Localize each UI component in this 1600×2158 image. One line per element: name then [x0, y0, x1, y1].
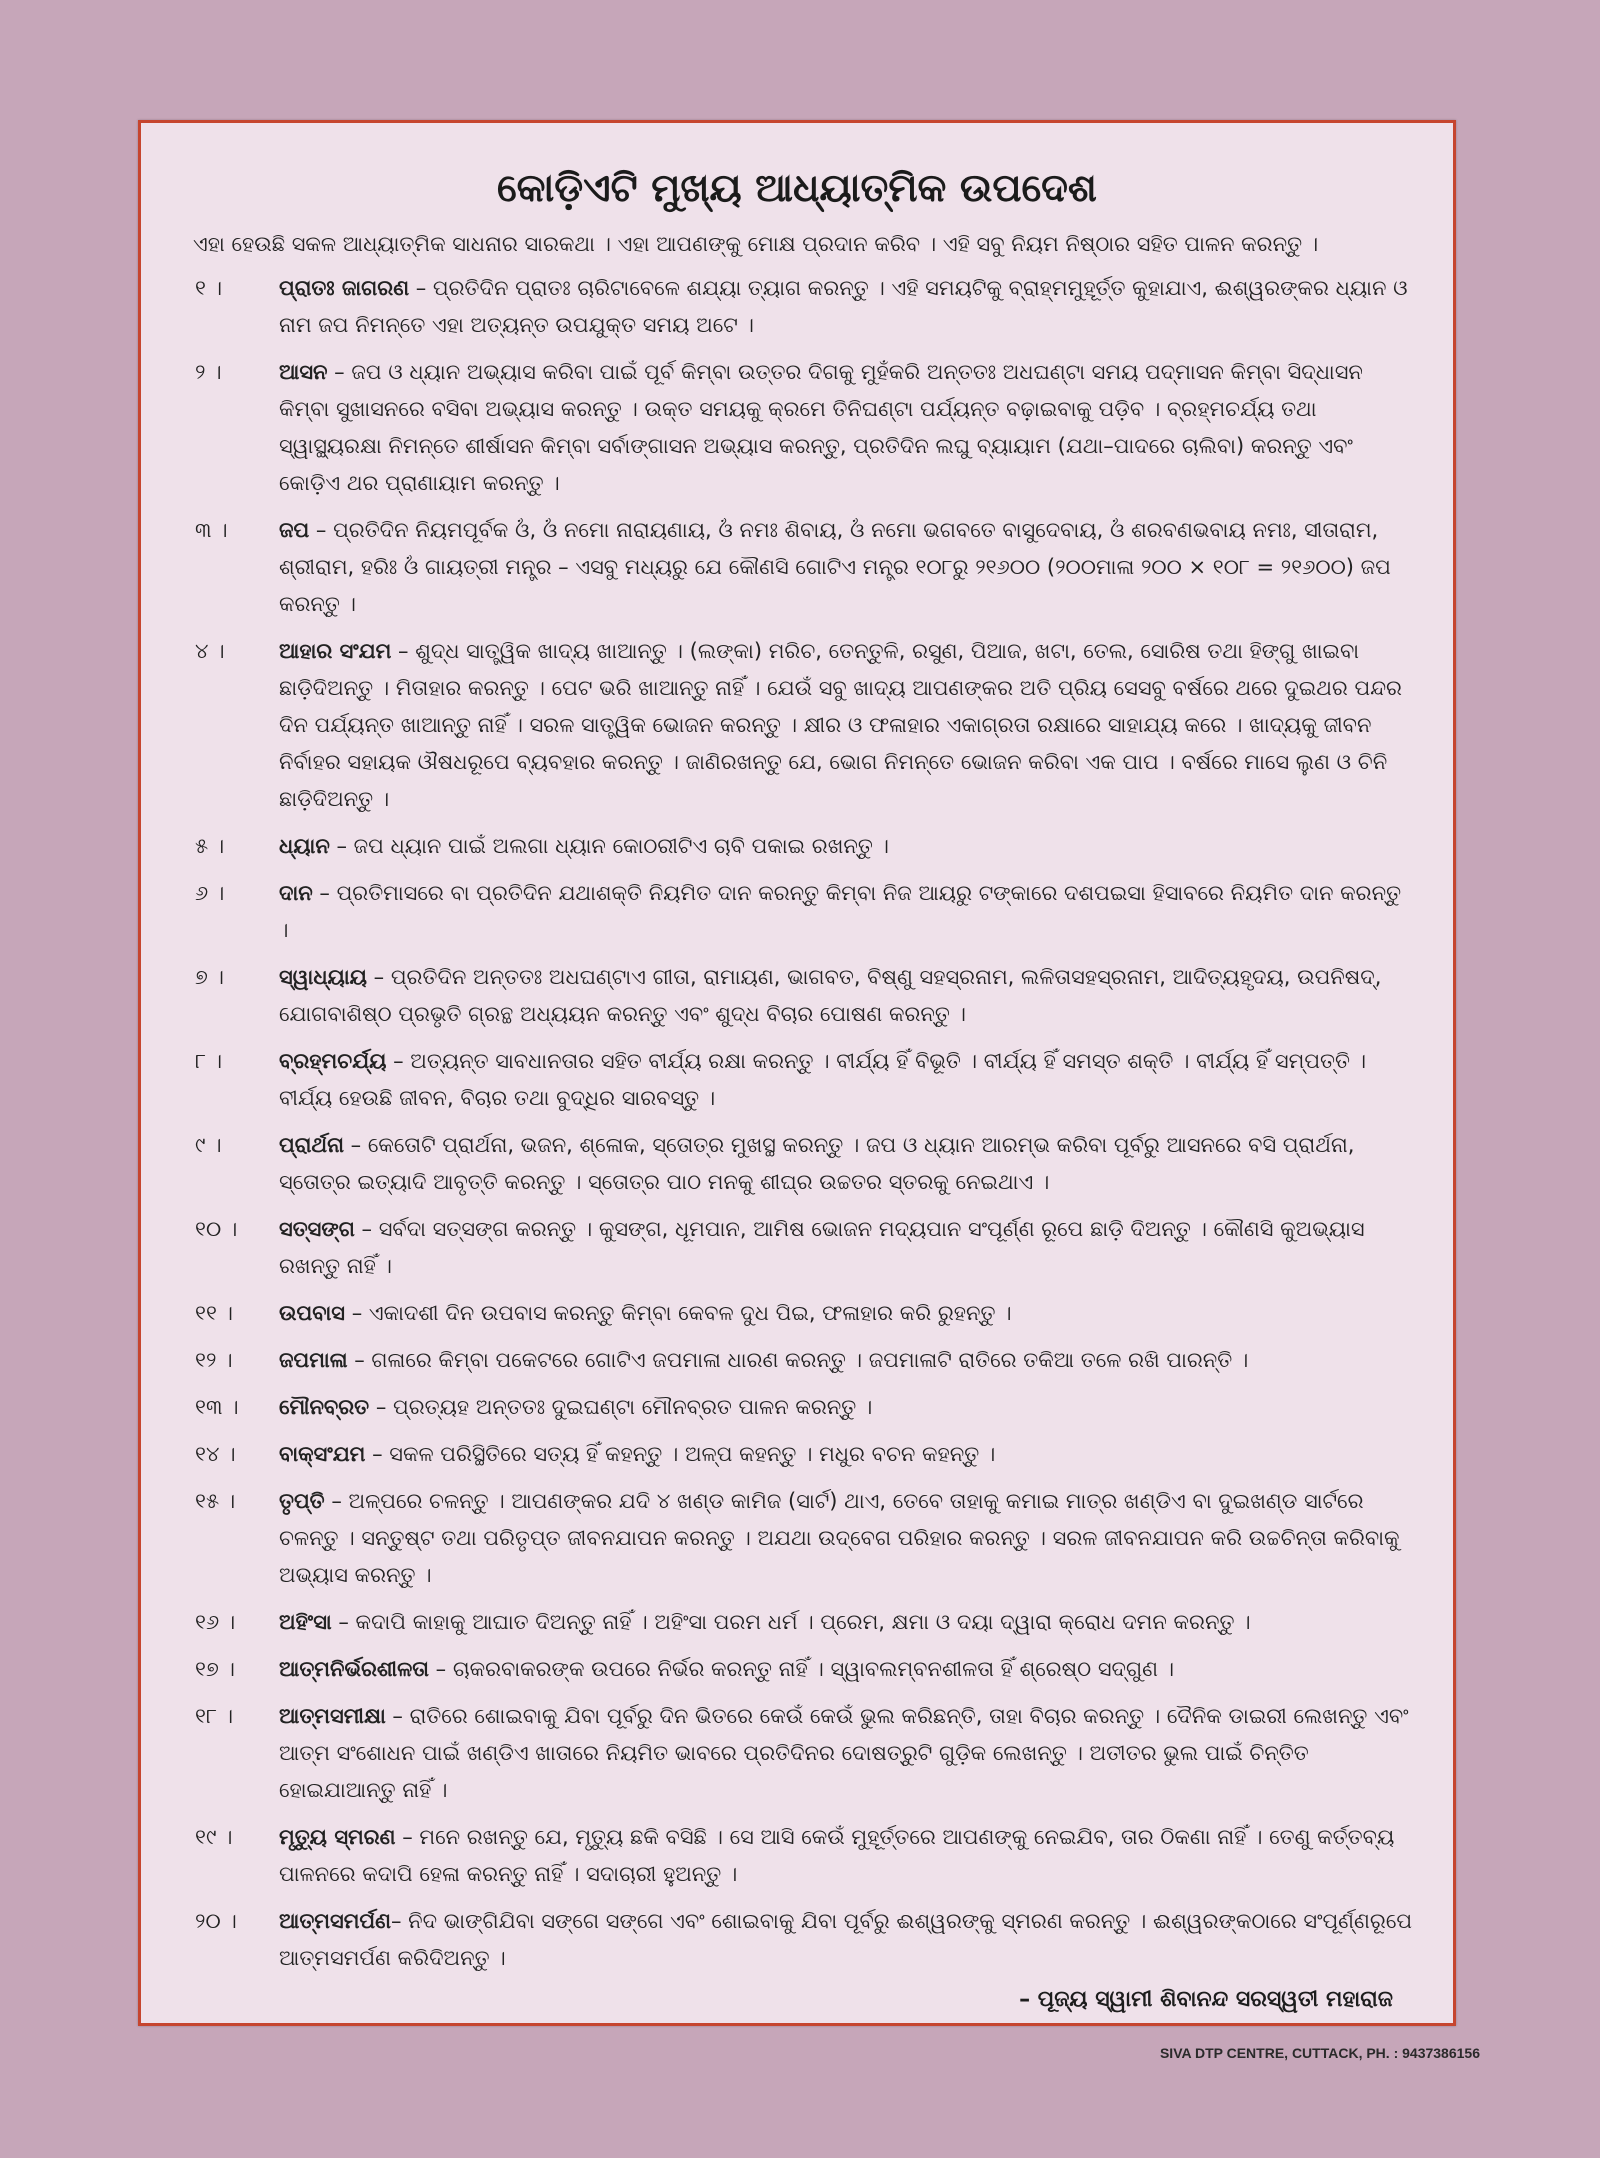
item-number: ୧୩ । — [195, 1395, 239, 1419]
item-number: ୪ । — [195, 639, 225, 663]
item-number: ୫ । — [195, 834, 225, 858]
item-body — [279, 1043, 1417, 1117]
list-item — [171, 1483, 1417, 1594]
item-number: ୧୧ । — [195, 1301, 234, 1325]
list-item — [171, 512, 1417, 623]
item-number: ୧୭ । — [195, 1657, 235, 1681]
item-body — [279, 1483, 1417, 1594]
item-text: – ଏକାଦଶୀ ଦିନ ଉପବାସ କରନ୍ତୁ କିମ୍ବା କେବଳ ଦୁଧ ପିଇ, ଫଳାହାର କରି ରୁହନ୍ତୁ । — [345, 1301, 1012, 1325]
item-heading: ଆତ୍ମସମୀକ୍ଷା — [279, 1704, 386, 1728]
list-item — [171, 1295, 1417, 1332]
item-text: – ନିଦ ଭାଙ୍ଗିଯିବା ସଙ୍ଗେ ସଙ୍ଗେ ଏବଂ ଶୋଇବାକୁ ଯିବା ପୂର୍ବରୁ ଈଶ୍ୱରଙ୍କୁ ସ୍ମରଣ କରନ୍ତୁ । ଈଶ୍ୱରଙ୍କଠାରେ ସଂପୂର୍ଣ୍ଣରୂପେ ଆତ୍ମସମର୍ପଣ କରିଦିଅନ୍ତୁ । — [279, 1909, 1413, 1970]
item-text: – ଜପ ଓ ଧ୍ୟାନ ଅଭ୍ୟାସ କରିବା ପାଇଁ ପୂର୍ବ କିମ୍ବା ଉତ୍ତର ଦିଗକୁ ମୁହଁକରି ଅନ୍ତତଃ ଅଧଘଣ୍ଟା ସମୟ ପଦ୍ମାସନ କିମ୍ବା ସିଦ୍ଧାସନ କିମ୍ବା ସୁଖାସନରେ ବସିବା ଅଭ୍ୟାସ କରନ୍ତୁ । ଉକ୍ତ ସମୟକୁ କ୍ରମେ ତିନିଘଣ୍ଟା ପର୍ଯ୍ୟନ୍ତ ବଢ଼ାଇବାକୁ ପଡ଼ିବ । ବ୍ରହ୍ମଚର୍ଯ୍ୟ ତଥା ସ୍ୱାସ୍ଥ୍ୟରକ୍ଷା ନିମନ୍ତେ ଶୀର୍ଷାସନ କିମ୍ବା ସର୍ବାଙ୍ଗାସନ ଅଭ୍ୟାସ କରନ୍ତୁ, ପ୍ରତିଦିନ ଲଘୁ ବ୍ୟାୟାମ (ଯଥା–ପାଦରେ ଚାଲିବା) କରନ୍ତୁ ଏବଂ କୋଡ଼ିଏ ଥର ପ୍ରାଣାୟାମ କରନ୍ତୁ । — [279, 360, 1363, 495]
item-number: ୯ । — [195, 1133, 222, 1157]
item-number: ୭ । — [195, 965, 224, 989]
item-heading: ବ୍ରହ୍ମଚର୍ଯ୍ୟ — [279, 1049, 387, 1073]
item-text: – ମନେ ରଖନ୍ତୁ ଯେ, ମୃତ୍ୟୁ ଛକି ବସିଛି । ସେ ଆସି କେଉଁ ମୁହୂର୍ତ୍ତରେ ଆପଣଙ୍କୁ ନେଇଯିବ, ତାର ଠିକଣା ନାହିଁ । ତେଣୁ କର୍ତ୍ତବ୍ୟ ପାଳନରେ କଦାପି ହେଳା କରନ୍ତୁ ନାହିଁ । ସଦାଚାରୀ ହୁଅନ୍ତୁ । — [279, 1825, 1395, 1886]
item-heading: ବାକ୍‌ସଂଯମ — [279, 1442, 366, 1466]
item-number: ୧୮ । — [195, 1704, 234, 1728]
item-text: – କଦାପି କାହାକୁ ଆଘାତ ଦିଅନ୍ତୁ ନାହିଁ । ଅହିଂସା ପରମ ଧର୍ମ । ପ୍ରେମ, କ୍ଷମା ଓ ଦୟା ଦ୍ୱାରା କ୍ରୋଧ ଦମନ କରନ୍ତୁ । — [331, 1610, 1251, 1634]
item-text: – ଚାକରବାକରଙ୍କ ଉପରେ ନିର୍ଭର କରନ୍ତୁ ନାହିଁ । ସ୍ୱାବଲମ୍ବନଶୀଳତା ହିଁ ଶ୍ରେଷ୍ଠ ସଦ୍‌ଗୁଣ । — [428, 1657, 1175, 1681]
list-item — [171, 1043, 1417, 1117]
item-heading: ଜପମାଳା — [279, 1348, 348, 1372]
item-heading: ଧ୍ୟାନ — [279, 834, 330, 858]
list-item — [171, 959, 1417, 1033]
item-heading: ଆସନ — [279, 360, 328, 384]
item-number: ୧୪ । — [195, 1442, 236, 1466]
list-item — [171, 354, 1417, 502]
item-body — [279, 1389, 1417, 1426]
item-number: ୨ । — [195, 360, 222, 384]
item-number: ୧୯ । — [195, 1825, 233, 1849]
list-item — [171, 1127, 1417, 1201]
list-item — [171, 1436, 1417, 1473]
list-item — [171, 875, 1417, 949]
item-body — [279, 1211, 1417, 1285]
item-body — [279, 633, 1417, 818]
list-item — [171, 1604, 1417, 1641]
intro-text: ଏହା ହେଉଛି ସକଳ ଆଧ୍ୟାତ୍ମିକ ସାଧନାର ସାରକଥା । ଏହା ଆପଣଙ୍କୁ ମୋକ୍ଷ ପ୍ରଦାନ କରିବ । ଏହି ସବୁ ନିୟମ ନିଷ୍ଠାର ସହିତ ପାଳନ କରନ୍ତୁ । — [193, 232, 1319, 256]
item-body — [279, 1698, 1417, 1809]
item-heading: ଆହାର ସଂଯମ — [279, 639, 392, 663]
item-heading: ସ୍ୱାଧ୍ୟାୟ — [279, 965, 367, 989]
item-heading: ଅହିଂସା — [279, 1610, 332, 1634]
item-number: ୨୦ । — [195, 1909, 237, 1933]
item-text: – ପ୍ରତିମାସରେ ବା ପ୍ରତିଦିନ ଯଥାଶକ୍ତି ନିୟମିତ ଦାନ କରନ୍ତୁ କିମ୍ବା ନିଜ ଆୟରୁ ଟଙ୍କାରେ ଦଶପଇସା ହିସାବରେ ନିୟମିତ ଦାନ କରନ୍ତୁ । — [279, 881, 1402, 942]
item-body — [279, 1604, 1417, 1641]
item-text: – ସକଳ ପରିସ୍ଥିତିରେ ସତ୍ୟ ହିଁ କହନ୍ତୁ । ଅଳ୍ପ କହନ୍ତୁ । ମଧୁର ବଚନ କହନ୍ତୁ । — [365, 1442, 996, 1466]
printer-credit: SIVA DTP CENTRE, CUTTACK, PH. : 9437386156 — [1159, 2045, 1480, 2061]
item-text: – କେତୋଟି ପ୍ରାର୍ଥନା, ଭଜନ, ଶ୍ଳୋକ, ସ୍ତୋତ୍ର ମୁଖସ୍ଥ କରନ୍ତୁ । ଜପ ଓ ଧ୍ୟାନ ଆରମ୍ଭ କରିବା ପୂର୍ବରୁ ଆସନରେ ବସି ପ୍ରାର୍ଥନା, ସ୍ତୋତ୍ର ଇତ୍ୟାଦି ଆବୃତ୍ତି କରନ୍ତୁ । ସ୍ତୋତ୍ର ପାଠ ମନକୁ ଶୀଘ୍ର ଉଚ୍ଚତର ସ୍ତରକୁ ନେଇଥାଏ । — [279, 1133, 1355, 1194]
list-item — [171, 1211, 1417, 1285]
list-item — [171, 1651, 1417, 1688]
poster-sheet — [138, 120, 1456, 2026]
item-text: – ଅତ୍ୟନ୍ତ ସାବଧାନତାର ସହିତ ବୀର୍ଯ୍ୟ ରକ୍ଷା କରନ୍ତୁ । ବୀର୍ଯ୍ୟ ହିଁ ବିଭୂତି । ବୀର୍ଯ୍ୟ ହିଁ ସମସ୍ତ ଶକ୍ତି । ବୀର୍ଯ୍ୟ ହିଁ ସମ୍ପତ୍ତି । ବୀର୍ଯ୍ୟ ହେଉଛି ଜୀବନ, ବିଚାର ତଥା ବୁଦ୍ଧିର ସାରବସ୍ତୁ । — [279, 1049, 1367, 1110]
item-number: ୬ । — [195, 881, 225, 905]
item-heading: ପ୍ରାର୍ଥନା — [279, 1133, 344, 1157]
item-body — [279, 1342, 1417, 1379]
item-body — [279, 270, 1417, 344]
page-title: କୋଡ଼ିଏଟି ମୁଖ୍ୟ ଆଧ୍ୟାତ୍ମିକ ଉପଦେଶ — [497, 166, 1097, 211]
author-signature: – ପୂଜ୍ୟ ସ୍ୱାମୀ ଶିବାନନ୍ଦ ସରସ୍ୱତୀ ମହାରାଜ — [1019, 1987, 1393, 2012]
item-body — [279, 1651, 1417, 1688]
item-text: – ରାତିରେ ଶୋଇବାକୁ ଯିବା ପୂର୍ବରୁ ଦିନ ଭିତରେ କେଉଁ କେଉଁ ଭୁଲ କରିଛନ୍ତି, ତାହା ବିଚାର କରନ୍ତୁ । ଦୈନିକ ଡାଇରୀ ଲେଖନ୍ତୁ ଏବଂ ଆତ୍ମ ସଂଶୋଧନ ପାଇଁ ଖଣ୍ଡିଏ ଖାତାରେ ନିୟମିତ ଭାବରେ ପ୍ରତିଦିନର ଦୋଷତ୍ରୁଟି ଗୁଡ଼ିକ ଲେଖନ୍ତୁ । ଅତୀତର ଭୁଲ ପାଇଁ ଚିନ୍ତିତ ହୋଇଯାଆନ୍ତୁ ନାହିଁ । — [279, 1704, 1409, 1802]
item-body — [279, 959, 1417, 1033]
item-body — [279, 1819, 1417, 1893]
list-item — [171, 1819, 1417, 1893]
item-number: ୧୫ । — [195, 1489, 236, 1513]
item-text: – ପ୍ରତ୍ୟହ ଅନ୍ତତଃ ଦୁଇଘଣ୍ଟା ମୌନବ୍ରତ ପାଳନ କରନ୍ତୁ । — [369, 1395, 873, 1419]
item-heading: ମୃତ୍ୟୁ ସ୍ମରଣ — [279, 1825, 396, 1849]
item-heading: ଆତ୍ମନିର୍ଭରଶୀଳତା — [279, 1657, 429, 1681]
item-number: ୧୬ । — [195, 1610, 236, 1634]
item-text: – ପ୍ରତିଦିନ ନିୟମପୂର୍ବକ ଓଁ, ଓଁ ନମୋ ନାରାୟଣାୟ, ଓଁ ନମଃ ଶିବାୟ, ଓଁ ନମୋ ଭଗବତେ ବାସୁଦେବାୟ, ଓଁ ଶରବଣଭବାୟ ନମଃ, ସୀତାରାମ, ଶ୍ରୀରାମ, ହରିଃ ଓଁ ଗାୟତ୍ରୀ ମନ୍ତ୍ର – ଏସବୁ ମଧ୍ୟରୁ ଯେ କୌଣସି ଗୋଟିଏ ମନ୍ତ୍ର ୧୦୮ରୁ ୨୧୬୦୦ (୨୦୦ମାଳା ୨୦୦ × ୧୦୮ = ୨୧୬୦୦) ଜପ କରନ୍ତୁ । — [279, 518, 1391, 616]
item-body — [279, 875, 1417, 949]
item-text: – ସର୍ବଦା ସତ୍‌ସଙ୍ଗ କରନ୍ତୁ । କୁସଙ୍ଗ, ଧୂମପାନ, ଆମିଷ ଭୋଜନ ମଦ୍ୟପାନ ସଂପୂର୍ଣ୍ଣ ରୂପେ ଛାଡ଼ି ଦିଅନ୍ତୁ । କୌଣସି କୁଅଭ୍ୟାସ ରଖନ୍ତୁ ନାହିଁ । — [279, 1217, 1365, 1278]
item-heading: ମୌନବ୍ରତ — [279, 1395, 370, 1419]
item-text: – ଶୁଦ୍ଧ ସାତ୍ତ୍ୱିକ ଖାଦ୍ୟ ଖାଆନ୍ତୁ । (ଲଙ୍କା) ମରିଚ, ତେନ୍ତୁଳି, ରସୁଣ, ପିଆଜ, ଖଟା, ତେଲ, ସୋରିଷ ତଥା ହିଙ୍ଗୁ ଖାଇବା ଛାଡ଼ିଦିଅନ୍ତୁ । ମିତାହାର କରନ୍ତୁ । ପେଟ ଭରି ଖାଆନ୍ତୁ ନାହିଁ । ଯେଉଁ ସବୁ ଖାଦ୍ୟ ଆପଣଙ୍କର ଅତି ପ୍ରିୟ ସେସବୁ ବର୍ଷରେ ଥରେ ଦୁଇଥର ପନ୍ଦର ଦିନ ପର୍ଯ୍ୟନ୍ତ ଖାଆନ୍ତୁ ନାହିଁ । ସରଳ ସାତ୍ତ୍ୱିକ ଭୋଜନ କରନ୍ତୁ । କ୍ଷୀର ଓ ଫଳାହାର ଏକାଗ୍ରତା ରକ୍ଷାରେ ସାହାଯ୍ୟ କରେ । ଖାଦ୍ୟକୁ ଜୀବନ ନିର୍ବାହର ସହାୟକ ଔଷଧରୂପେ ବ୍ୟବହାର କରନ୍ତୁ । ଜାଣିରଖନ୍ତୁ ଯେ, ଭୋଗ ନିମନ୍ତେ ଭୋଜନ କରିବା ଏକ ପାପ । ବର୍ଷରେ ମାସେ ଲୁଣ ଓ ଚିନି ଛାଡ଼ିଦିଅନ୍ତୁ । — [279, 639, 1402, 811]
item-body — [279, 828, 1417, 865]
item-body — [279, 354, 1417, 502]
list-item — [171, 1698, 1417, 1809]
teachings-list — [171, 270, 1417, 1977]
item-heading: ଦାନ — [279, 881, 313, 905]
item-heading: ପ୍ରାତଃ ଜାଗରଣ — [279, 276, 410, 300]
item-text: – ଗଳାରେ କିମ୍ବା ପକେଟରେ ଗୋଟିଏ ଜପମାଳା ଧାରଣ କରନ୍ତୁ । ଜପମାଳାଟି ରାତିରେ ତକିଆ ତଳେ ରଖି ପାରନ୍ତି । — [347, 1348, 1249, 1372]
list-item — [171, 1903, 1417, 1977]
list-item — [171, 1342, 1417, 1379]
item-number: ୧ । — [195, 276, 223, 300]
item-body — [279, 1436, 1417, 1473]
list-item — [171, 633, 1417, 818]
item-text: – ପ୍ରତିଦିନ ଅନ୍ତତଃ ଅଧଘଣ୍ଟାଏ ଗୀତା, ରାମାୟଣ, ଭାଗବତ, ବିଷ୍ଣୁ ସହସ୍ରନାମ, ଲଳିତାସହସ୍ରନାମ, ଆଦିତ୍ୟହୃଦୟ, ଉପନିଷଦ୍, ଯୋଗବାଶିଷ୍ଠ ପ୍ରଭୃତି ଗ୍ରନ୍ଥ ଅଧ୍ୟୟନ କରନ୍ତୁ ଏବଂ ଶୁଦ୍ଧ ବିଚାର ପୋଷଣ କରନ୍ତୁ । — [279, 965, 1382, 1026]
item-heading: ଉପବାସ — [279, 1301, 346, 1325]
item-number: ୧୨ । — [195, 1348, 233, 1372]
item-heading: ତୃପ୍ତି — [279, 1489, 325, 1513]
item-text: – ଅଳ୍ପରେ ଚଳନ୍ତୁ । ଆପଣଙ୍କର ଯଦି ୪ ଖଣ୍ଡ କାମିଜ (ସାର୍ଟ) ଥାଏ, ତେବେ ତାହାକୁ କମାଇ ମାତ୍ର ଖଣ୍ଡିଏ ବା ଦୁଇଖଣ୍ଡ ସାର୍ଟରେ ଚଳନ୍ତୁ । ସନ୍ତୁଷ୍ଟ ତଥା ପରିତୃପ୍ତ ଜୀବନଯାପନ କରନ୍ତୁ । ଅଯଥା ଉଦ୍‌ବେଗ ପରିହାର କରନ୍ତୁ । ସରଳ ଜୀବନଯାପନ କରି ଉଚ୍ଚଚିନ୍ତା କରିବାକୁ ଅଭ୍ୟାସ କରନ୍ତୁ । — [279, 1489, 1400, 1587]
item-heading: ସତ୍‌ସଙ୍ଗ — [279, 1217, 355, 1241]
item-text: – ପ୍ରତିଦିନ ପ୍ରାତଃ ଚାରିଟାବେଳେ ଶଯ୍ୟା ତ୍ୟାଗ କରନ୍ତୁ । ଏହି ସମୟଟିକୁ ବ୍ରାହ୍ମମୁହୂର୍ତ୍ତ କୁହାଯାଏ, ଈଶ୍ୱରଙ୍କର ଧ୍ୟାନ ଓ ନାମ ଜପ ନିମନ୍ତେ ଏହା ଅତ୍ୟନ୍ତ ଉପଯୁକ୍ତ ସମୟ ଅଟେ । — [279, 276, 1408, 337]
item-body — [279, 1127, 1417, 1201]
item-heading: ଆତ୍ମସମର୍ପଣ — [279, 1909, 391, 1933]
item-heading: ଜପ — [279, 518, 310, 542]
item-text: – ଜପ ଧ୍ୟାନ ପାଇଁ ଅଲଗା ଧ୍ୟାନ କୋଠରୀଟିଏ ଚାବି ପକାଇ ରଖନ୍ତୁ । — [329, 834, 889, 858]
list-item — [171, 1389, 1417, 1426]
item-body — [279, 512, 1417, 623]
list-item — [171, 828, 1417, 865]
item-number: ୮ । — [195, 1049, 223, 1073]
item-body — [279, 1295, 1417, 1332]
list-item — [171, 270, 1417, 344]
item-number: ୩ । — [195, 518, 228, 542]
item-body — [279, 1903, 1417, 1977]
item-number: ୧୦ । — [195, 1217, 238, 1241]
